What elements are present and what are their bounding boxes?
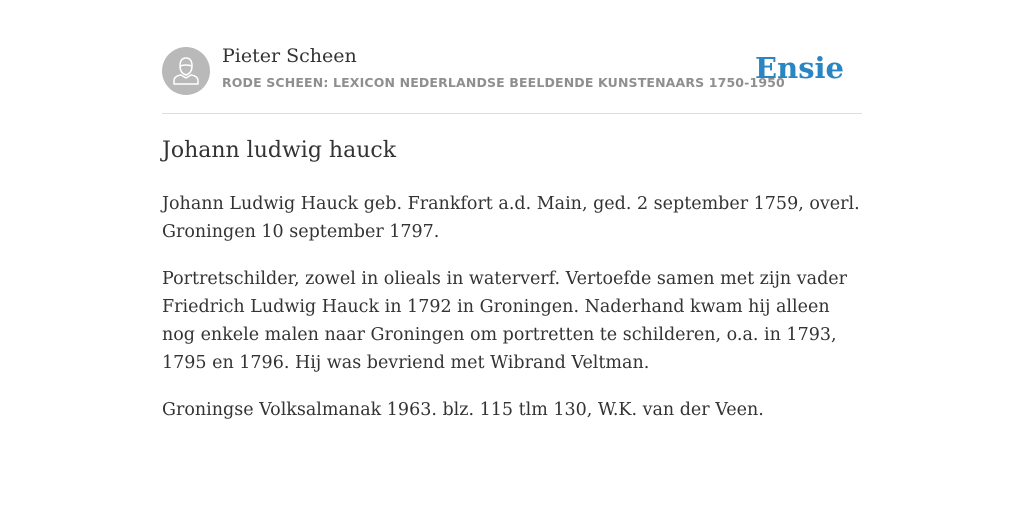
paragraph-biography: Johann Ludwig Hauck geb. Frankfort a.d. Main, ged. 2 september 1759, overl. Groningen 10 september 1797. (162, 194, 860, 242)
article-card (162, 0, 862, 420)
source-title[interactable]: RODE SCHEEN: LEXICON NEDERLANDSE BEELDENDE KUNSTENAARS 1750-1950 (222, 75, 785, 90)
paragraph-reference: Groningse Volksalmanak 1963. blz. 115 tlm 130, W.K. van der Veen. (162, 400, 764, 420)
user-icon (162, 47, 210, 95)
paragraph-description: Portretschilder, zowel in olieals in waterverf. Vertoefde samen met zijn vader Friedrich Ludwig Hauck in 1792 in Groningen. Naderhand kwam hij alleen nog enkele malen naar Groningen om portretten te schilderen, o.a. in 1793, 1795 en 1796. Hij was bevriend met Wibrand Veltman. (162, 269, 847, 373)
author-name[interactable]: Pieter Scheen (222, 45, 357, 67)
article-body (162, 190, 862, 443)
article-title: Johann ludwig hauck (162, 138, 397, 163)
avatar[interactable] (162, 47, 210, 95)
article-header (162, 0, 862, 114)
ensie-logo[interactable]: Ensie (755, 51, 844, 85)
